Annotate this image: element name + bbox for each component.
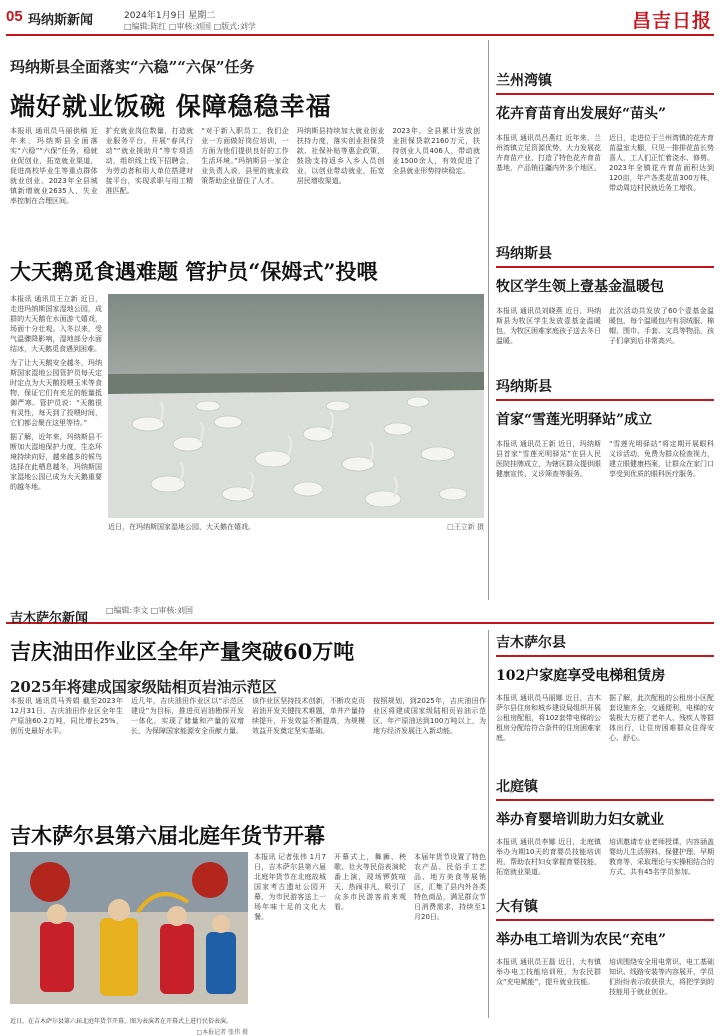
editor-credits: □编辑:李文 □审核:刘国 (106, 606, 194, 615)
side-rule (496, 266, 714, 268)
feature-credit: □王立新 摄 (447, 523, 484, 531)
side-rule (496, 799, 714, 801)
oil-body (10, 696, 486, 814)
festival-col-3: 本届年货节设置了特色农产品、民俗手工艺品、地方美食等展销区，汇集了县内外各类特色商品，满足群众节日消费需求，持续至1月20日。 (414, 853, 486, 921)
side-title: 玛纳斯县 (496, 379, 552, 395)
side-rule (496, 399, 714, 401)
feature-col-3: 据了解，近年来，玛纳斯县不断加大湿地保护力度，生态环境持续向好，越来越多的候鸟选择在此栖息越冬，玛纳斯国家湿地公园已成为大天鹅重要的越冬地。 (10, 433, 102, 491)
feature-headline: 大天鹅觅食遇难题 管护员“保姆式”投喂 (10, 259, 378, 284)
side-body (496, 439, 714, 539)
page-number: 05 (6, 8, 23, 25)
festival-headline: 吉木萨尔县第六届北庭年货节开幕 (10, 823, 325, 848)
side-col-1: 本报讯 通讯员吕燕红 近年来，兰州湾镇立足资源优势，大力发展花卉育苗产业，打造了特色花卉育苗基地，产品销往疆内外多个地区。 (496, 134, 601, 172)
section-name: 玛纳斯新闻 (28, 13, 94, 28)
side-col-2: “雪莲光明驿站”将定期开展眼科义诊活动，免费为群众检查视力，建立眼健康档案，让群众在家门口享受到优质的眼科医疗服务。 (609, 440, 714, 478)
side-body (496, 133, 714, 243)
festival-article (10, 820, 486, 850)
feature-article (10, 256, 485, 286)
side-col-2: 培训围绕安全用电常识、电工基础知识、线路安装等内容展开，学员们纷纷表示收获很大，将把学到的技能用于就业创业。 (609, 958, 714, 996)
feature-col-1: 本报讯 通讯员王立新 近日，走进玛纳斯国家湿地公园，成群的大天鹅在水面游弋嬉戏，场面十分壮观。入冬以来，受气温骤降影响，湿地部分水面结冰，大天鹅觅食遇到困难。 (10, 295, 102, 353)
side-article-lanzhouwan (496, 70, 714, 243)
side-article-warm-pack (496, 243, 714, 374)
oil-col-3: 该作业区坚持技术创新，不断攻克页岩油开发关键技术难题，单井产量持续提升，开发效益不断提高，为规模效益开发奠定坚实基础。 (252, 697, 365, 735)
feature-col-2: 为了让大天鹅安全越冬，玛纳斯国家湿地公园管护员每天定时定点为大天鹅投喂玉米等食物，保证它们有充足的能量抵御严寒。管护员说：“天鹅很有灵性，每天到了投喂时间，它们都会聚在这里等待。” (10, 359, 102, 427)
lead-body (10, 126, 480, 236)
side-col-1: 本报讯 通讯员王磊 近日，大有镇举办电工技能培训班，为农民群众“充电赋能”，提升就业技能。 (496, 958, 601, 986)
lead-col-4: 玛纳斯县持续加大就业创业扶持力度，落实创业担保贷款、社保补贴等惠企政策，鼓励支持返乡入乡人员创业，以创业带动就业，拓宽居民增收渠道。 (296, 127, 385, 185)
column-divider (488, 40, 489, 600)
feature-caption: 近日，在玛纳斯国家湿地公园，大天鹅在嬉戏。 (108, 523, 255, 531)
side-col-2: 此次活动共发放了60个壹基金温暖包，每个温暖包内有羽绒服、棉帽、围巾、手套、文具等物品，孩子们拿到后非常高兴。 (609, 307, 714, 345)
lead-kicker: 玛纳斯县全面落实“六稳”“六保”任务 (10, 58, 255, 76)
festival-caption-row (10, 1008, 248, 1036)
lead-col-1: 本报讯 通讯员马丽供稿 近年来，玛纳斯县全面落实“六稳”“六保”任务，稳就业促创业，拓宽就业渠道，促进高校毕业生等重点群体就业创业。2023年全县城镇新增就业2635人，失业率控制在合理区间。 (10, 127, 98, 205)
side-headline: 102户家庭享受电梯租赁房 (496, 668, 666, 684)
side-headline: 牧区学生领上壹基金温暖包 (496, 279, 664, 295)
side-rule (496, 919, 714, 921)
side-article-childcare (496, 776, 714, 911)
lead-article (10, 56, 480, 123)
editor-credits: □编辑:陈红 □审核:刘国 □版式:刘学 (124, 22, 256, 31)
side-headline: 花卉育苗育出发展好“苗头” (496, 106, 667, 122)
oil-col-2: 近几年，吉庆油田作业区以“示范区建设”为目标，推进页岩油勘探开发一体化，实现了储量和产量的双增长，为保障国家能源安全贡献力量。 (131, 697, 244, 735)
swan-photo (108, 294, 484, 518)
festival-col-1: 本报讯 记者张伟 1月7日，吉木萨尔县第六届北庭年货节在北庭故城国家考古遗址公园开幕，为市民游客送上一场年味十足的文化大餐。 (254, 853, 326, 921)
oil-subhead: 2025年将建成国家级陆相页岩油示范区 (10, 678, 277, 696)
side-col-1: 本报讯 通讯员刘晓燕 近日，玛纳斯县为牧区学生发放壹基金温暖包，为牧区困难家庭孩子送去冬日温暖。 (496, 307, 601, 345)
festival-caption: 近日，在吉木萨尔县第六届北庭年货节开幕，图为表演者在开幕式上进行民俗表演。 (10, 1018, 233, 1025)
side-rule (496, 93, 714, 95)
side-body (496, 957, 714, 1029)
oil-article (10, 636, 486, 697)
side-col-1: 本报讯 通讯员李娜 近日，北庭镇举办为期10天的育婴员技能培训班，帮助农村妇女掌握育婴技能，拓宽就业渠道。 (496, 838, 601, 876)
lead-headline: 端好就业饭碗 保障稳稳幸福 (10, 92, 332, 121)
feature-body (10, 294, 102, 544)
lead-col-3: “对于新入职员工，我们企业一方面做好岗位培训，一方面为他们提供良好的工作生活环境。”玛纳斯县一家企业负责人说，县里的就业政策帮助企业留住了人才。 (201, 127, 289, 185)
side-article-elevator (496, 632, 714, 793)
side-article-electrician (496, 896, 714, 1029)
swan-photo-illustration (108, 294, 484, 518)
festival-photo (10, 852, 248, 1004)
festival-photo-illustration (10, 852, 248, 1004)
section-name: 吉木萨尔新闻 (10, 611, 89, 626)
side-article-eye-station (496, 376, 714, 539)
issue-date: 2024年1月9日 星期二 (124, 11, 216, 21)
side-title: 玛纳斯县 (496, 246, 552, 262)
side-col-2: 据了解，此次配租的公租房小区配套设施齐全，交通便利，电梯的安装极大方便了老年人、残疾人等群体出行，让住房困难群众住得安心、舒心。 (609, 694, 714, 742)
festival-credit: □本报记者 张伟 摄 (196, 1029, 248, 1036)
side-body (496, 306, 714, 374)
side-title: 大有镇 (496, 899, 538, 915)
oil-headline: 吉庆油田作业区全年产量突破60万吨 (10, 639, 355, 664)
section-band-jimusar (6, 604, 714, 624)
page-header (6, 6, 714, 36)
masthead-logo: 昌吉日报 (631, 10, 712, 32)
oil-col-1: 本报讯 通讯员马秀娟 截至2023年12月31日，吉庆油田作业区全年生产原油60.2万吨，同比增长25%，创历史最好水平。 (10, 697, 123, 735)
side-col-2: 近日，走进位于兰州湾镇的花卉育苗温室大棚，只见一排排花苗长势喜人，工人们正忙着浇水、修剪。2023年全镇花卉育苗面积达到120亩，年产各类花苗300万株，带动周边村民就近务工增收。 (609, 134, 714, 192)
festival-col-2: 开幕式上，舞狮、秧歌、社火等民俗表演轮番上演，现场锣鼓喧天，热闹非凡，吸引了众多市民游客前来观看。 (334, 853, 406, 911)
side-col-1: 本报讯 通讯员王新 近日，玛纳斯县首家“雪莲光明驿站”在县人民医院挂牌成立，为辖区群众提供眼健康宣传、义诊筛查等服务。 (496, 440, 601, 478)
side-headline: 举办育婴培训助力妇女就业 (496, 812, 664, 828)
oil-col-4: 按照规划，到2025年，吉庆油田作业区将建成国家级陆相页岩油示范区，年产原油达到100万吨以上，为地方经济发展注入新动能。 (373, 697, 486, 735)
side-col-2: 培训邀请专业老师授课，内容涵盖婴幼儿生活照料、保健护理、早期教育等，采取理论与实操相结合的方式，共有45名学员参加。 (609, 838, 714, 876)
lead-col-5: 2023年，全县累计发放创业担保贷款2160万元，扶持创业人员406人，带动就业1500余人，有效促进了全县就业形势持续稳定。 (392, 127, 480, 175)
column-divider (488, 630, 489, 1018)
feature-caption-row (108, 522, 484, 532)
festival-body (254, 852, 486, 1012)
side-rule (496, 655, 714, 657)
lead-col-2: 扩充就业岗位数量，打造就业服务平台，开展“春风行动”“就业援助月”等专项活动，组织线上线下招聘会，为劳动者和用人单位搭建对接平台，实现求职与用工精准匹配。 (105, 127, 194, 195)
side-headline: 首家“雪莲光明驿站”成立 (496, 412, 653, 428)
side-title: 兰州湾镇 (496, 73, 552, 89)
side-col-1: 本报讯 通讯员马丽娜 近日，吉木萨尔县住房和城乡建设局组织开展公租房配租，将102套带电梯的公租房分配给符合条件的住房困难家庭。 (496, 694, 601, 742)
side-title: 吉木萨尔县 (496, 635, 566, 651)
side-title: 北庭镇 (496, 779, 538, 795)
side-headline: 举办电工培训为农民“充电” (496, 932, 667, 948)
